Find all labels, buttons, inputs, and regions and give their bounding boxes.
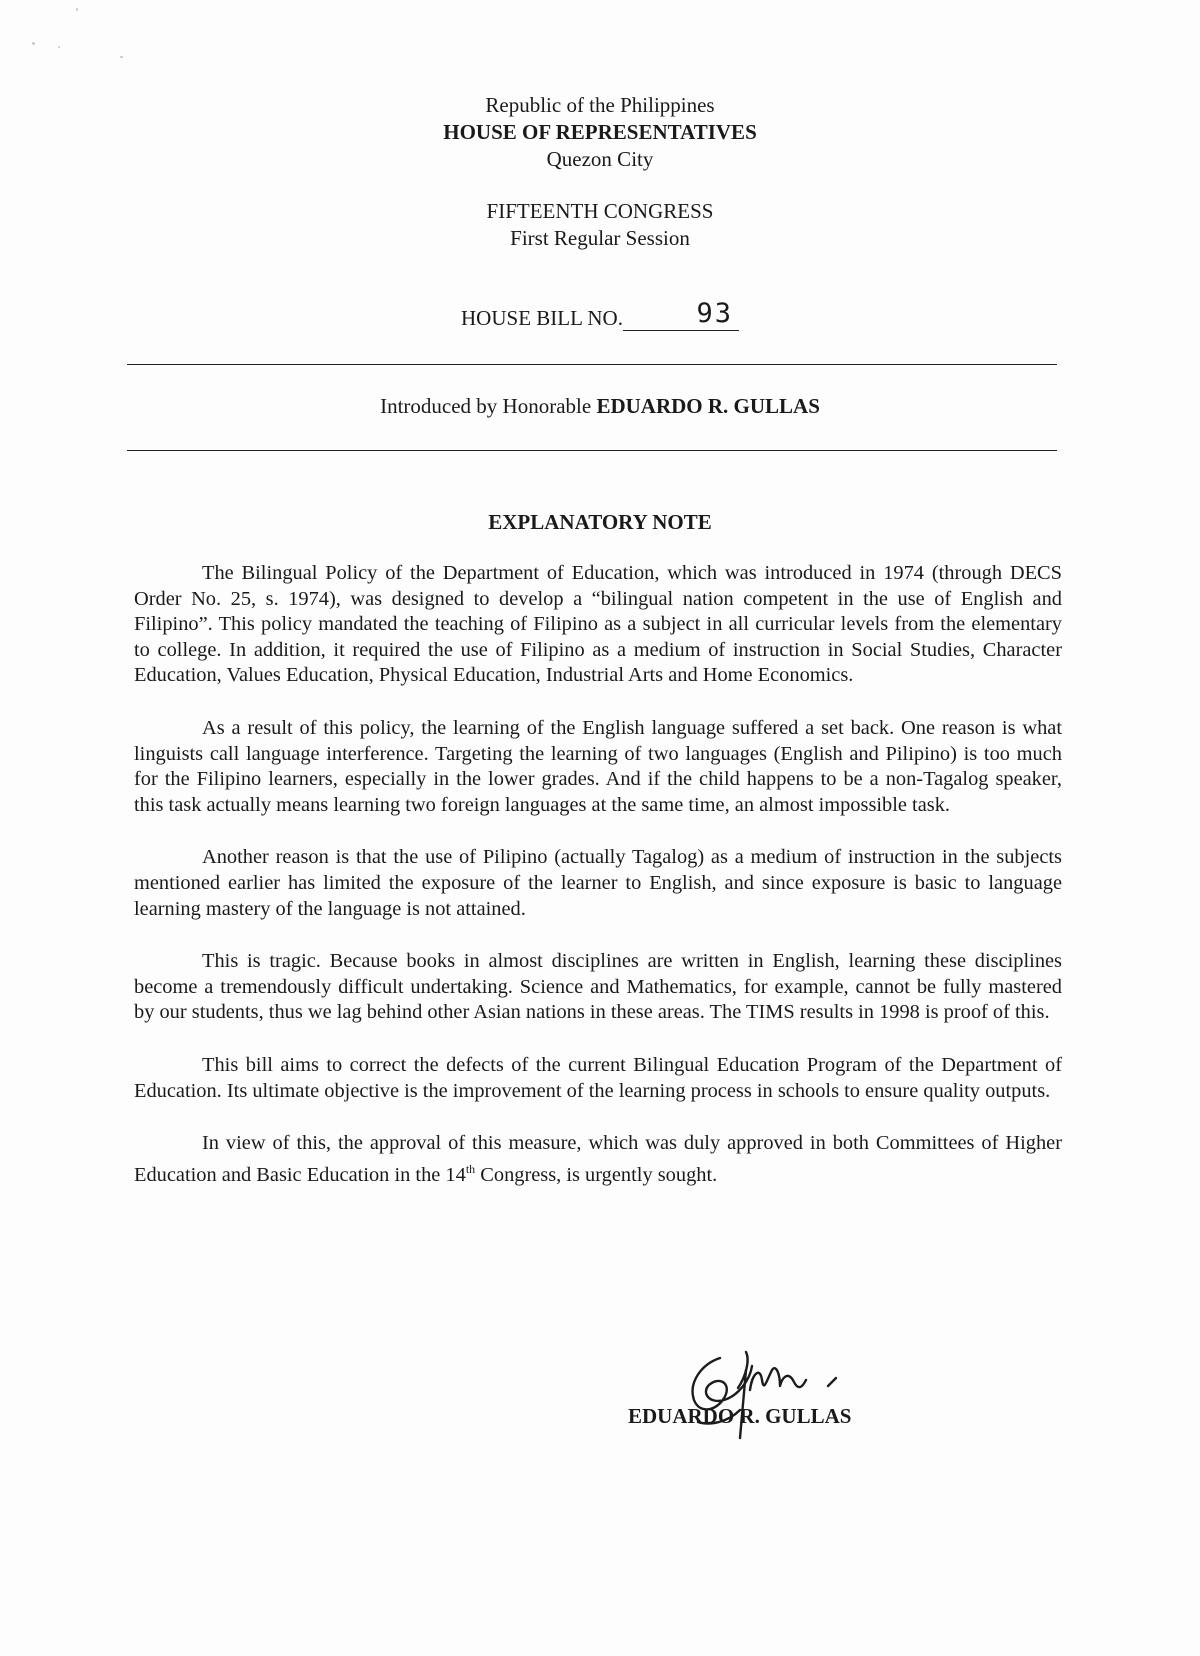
explanatory-note-body xyxy=(134,561,1062,1215)
signature-block xyxy=(620,1330,910,1450)
signatory-name: EDUARDO R. GULLAS xyxy=(628,1404,852,1428)
introduced-by-line xyxy=(0,394,1200,419)
house-line: HOUSE OF REPRESENTATIVES xyxy=(443,120,757,144)
closing-text-start: In view of this, the approval of this measure, which was duly approved in both Committees of Higher Education and Basic Education in the 14 xyxy=(134,1132,1062,1186)
document-header xyxy=(0,92,1200,173)
divider-bottom xyxy=(127,450,1057,451)
scan-speck xyxy=(120,56,123,58)
congress-line: FIFTEENTH CONGRESS xyxy=(486,199,714,223)
bill-label: HOUSE BILL NO. xyxy=(461,306,623,330)
bill-number: 93 xyxy=(623,298,739,331)
closing-text-end: Congress, is urgently sought. xyxy=(475,1163,718,1186)
explanatory-note-title: EXPLANATORY NOTE xyxy=(488,510,712,534)
bill-number-line xyxy=(0,298,1200,331)
author-name: EDUARDO R. GULLAS xyxy=(596,394,820,418)
scan-speck xyxy=(32,42,35,45)
paragraph: As a result of this policy, the learning of the English language suffered a set back. One reason is what linguists call language interference. Targeting the learning of two languages (English and Pilipino) is too much for the Filipino learners, especially in the lower grades. And if the child happens to be a non-Tagalog speaker, this task actually means learning two foreign languages at the same time, an almost impossible task. xyxy=(134,716,1062,816)
scan-speck xyxy=(76,8,78,11)
scan-speck xyxy=(58,46,60,48)
paragraph: Another reason is that the use of Pilipino (actually Tagalog) as a medium of instruction in the subjects mentioned earlier has limited the exposure of the learner to English, and since exposure is basic to language learning mastery of the language is not attained. xyxy=(134,846,1062,920)
session-line: First Regular Session xyxy=(510,226,690,250)
republic-line: Republic of the Philippines xyxy=(485,93,715,117)
closing-paragraph xyxy=(134,1131,1062,1188)
introduced-by-prefix: Introduced by Honorable xyxy=(380,394,597,418)
paragraph: This is tragic. Because books in almost disciplines are written in English, learning these disciplines become a tremendously difficult undertaking. Science and Mathematics, for example, cannot be fully mastered by our students, thus we lag behind other Asian nations in these areas. The TIMS results in 1998 is proof of this. xyxy=(134,950,1062,1024)
city-line: Quezon City xyxy=(546,147,654,171)
paragraph: This bill aims to correct the defects of the current Bilingual Education Program of the Department of Education. Its ultimate objective is the improvement of the learning process in schools to ensure quality outputs. xyxy=(134,1053,1062,1102)
ordinal-superscript: th xyxy=(465,1161,476,1176)
divider-top xyxy=(127,364,1057,365)
congress-header xyxy=(0,198,1200,252)
paragraph: The Bilingual Policy of the Department of Education, which was introduced in 1974 (through DECS Order No. 25, s. 1974), was designed to develop a “bilingual nation competent in the use of English and Filipino”. This policy mandated the teaching of Filipino as a subject in all curricular levels from the elementary to college. In addition, it required the use of Filipino as a medium of instruction in Social Studies, Character Education, Values Education, Physical Education, Industrial Arts and Home Economics. xyxy=(134,562,1062,687)
